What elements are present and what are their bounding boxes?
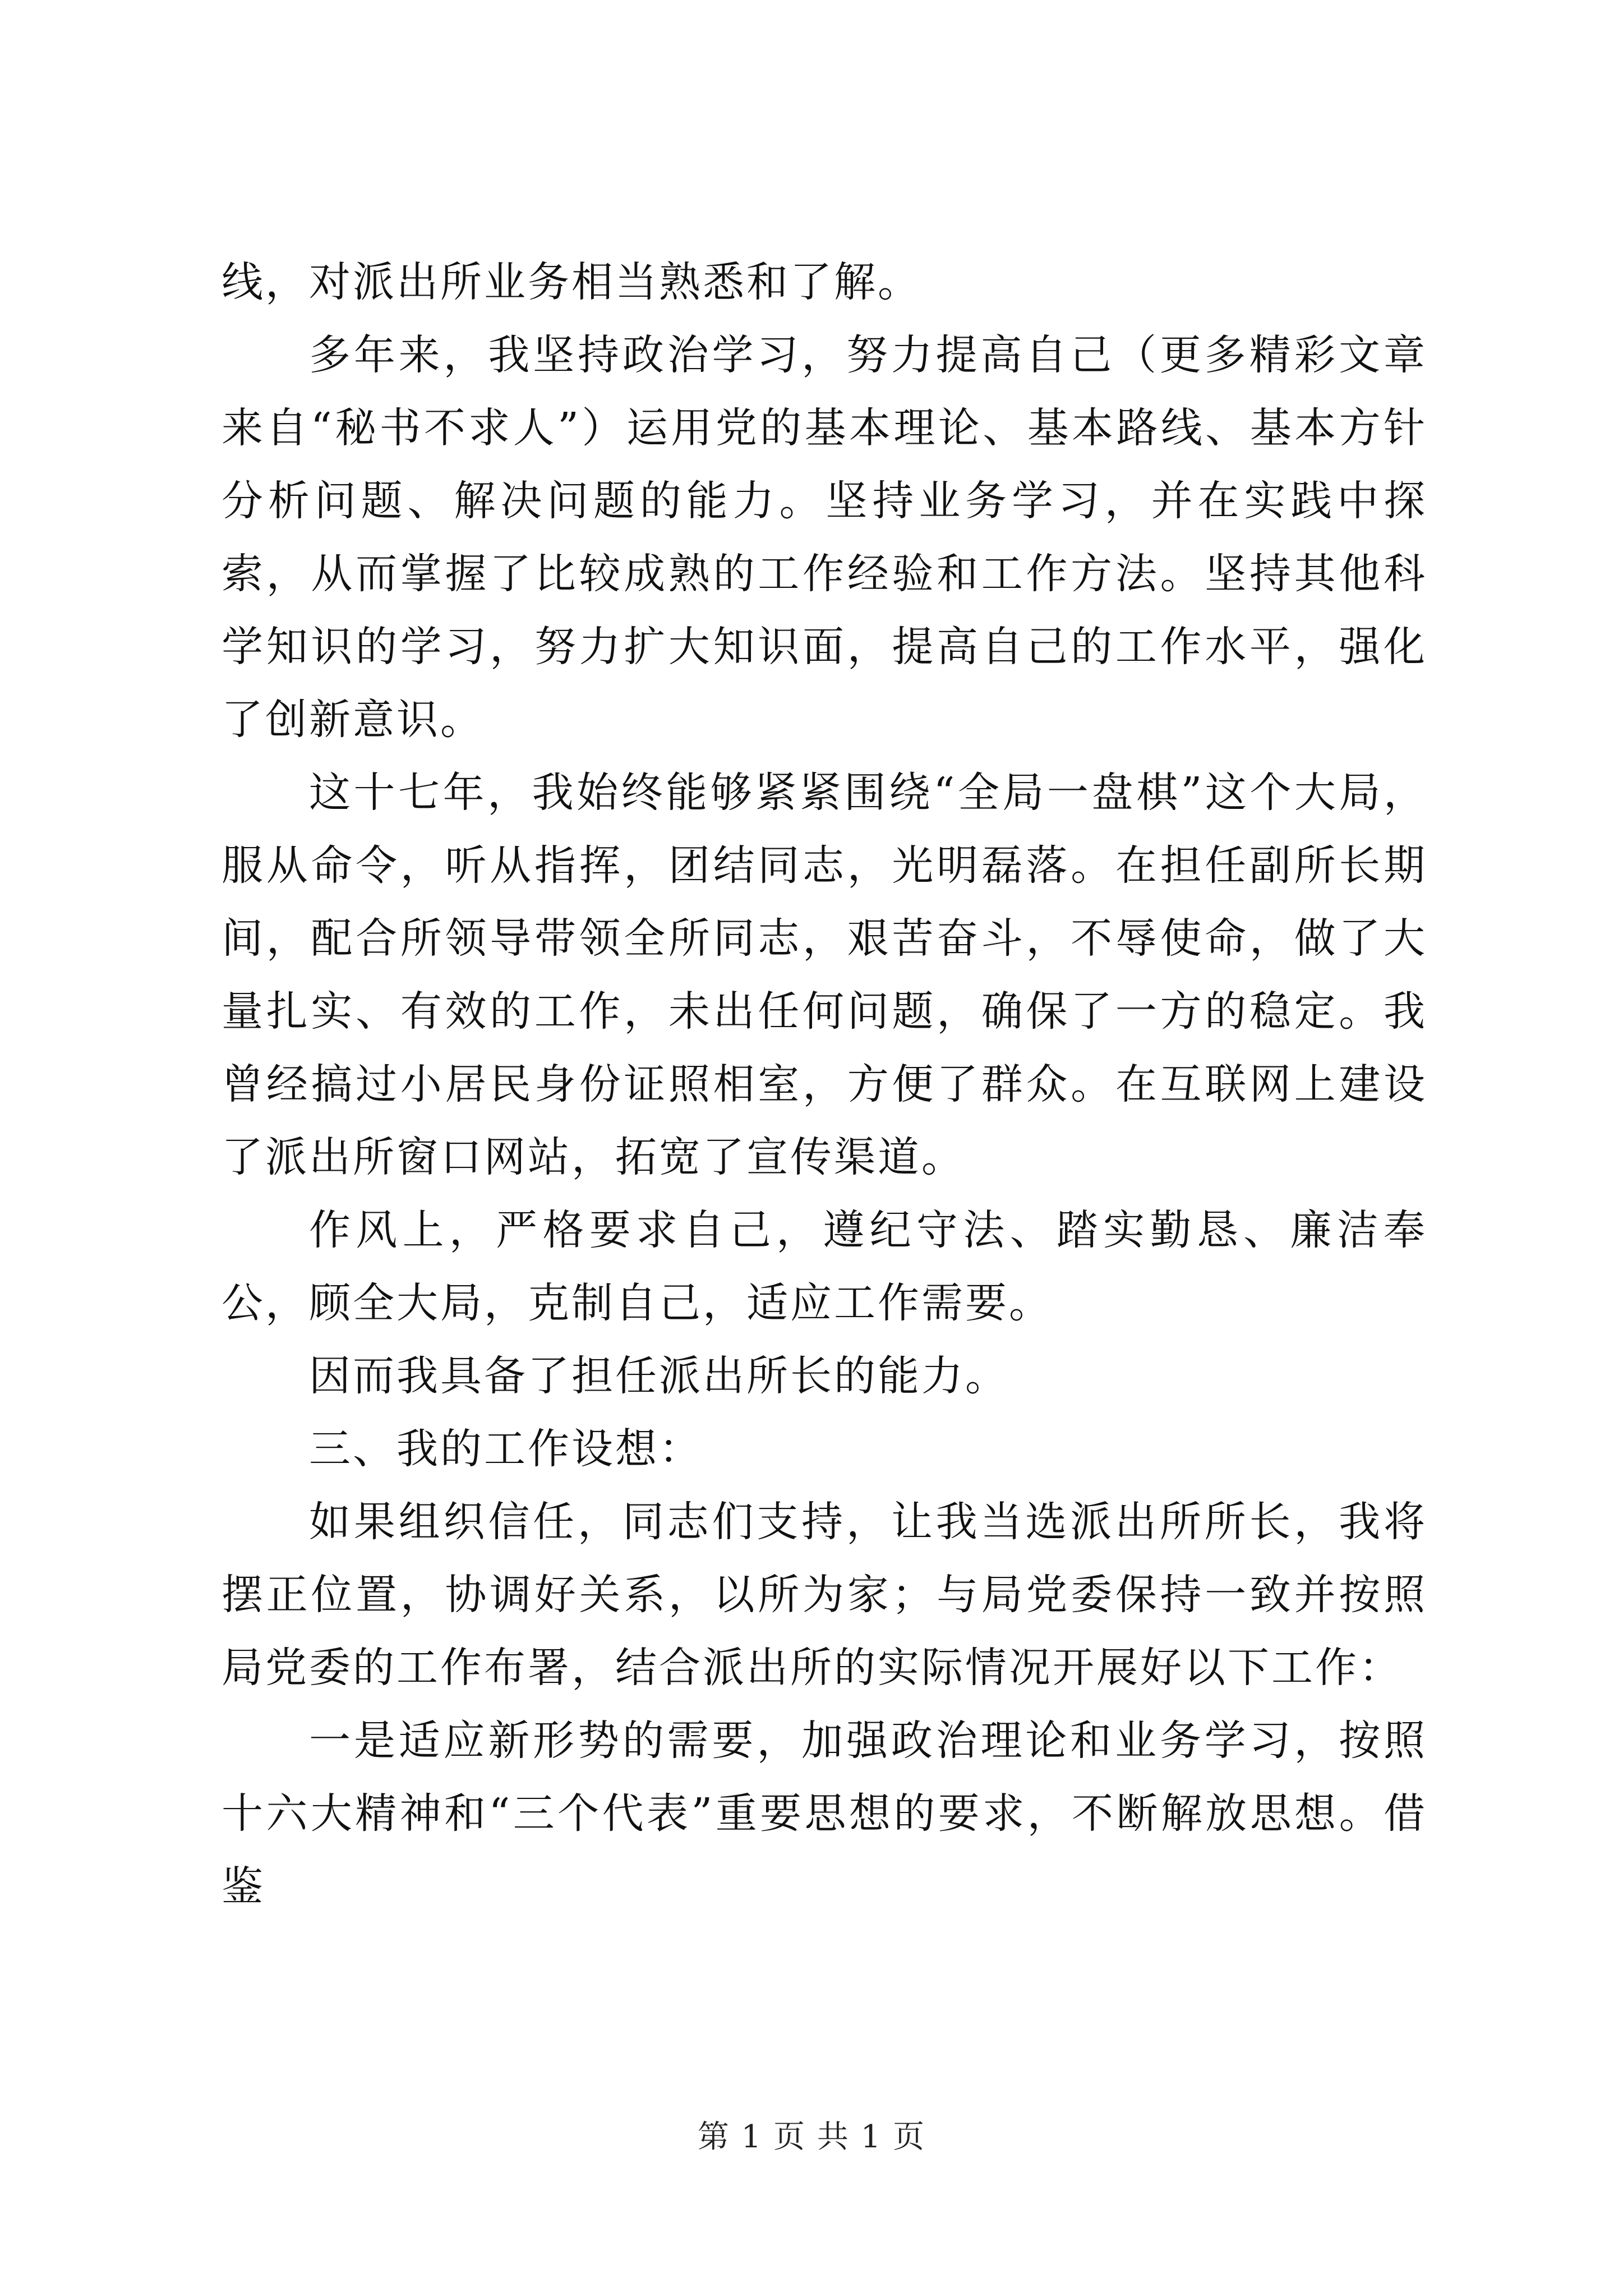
paragraph-work-style: 作风上，严格要求自己，遵纪守法、踏实勤恳、廉洁奉公，顾全大局，克制自己，适应工作需要。 <box>222 1206 1427 1327</box>
section-heading-work-plan: 三、我的工作设想： <box>309 1425 703 1473</box>
paragraph-first-point: 一是适应新形势的需要，加强政治理论和业务学习，按照十六大精神和“三个代表”重要思想的要求，不断解放思想。借鉴 <box>222 1717 1427 1911</box>
paragraph-continuation: 线，对派出所业务相当熟悉和了解。 <box>222 258 921 306</box>
document-body <box>222 246 1427 1923</box>
paragraph-seventeen-years: 这十七年，我始终能够紧紧围绕“全局一盘棋”这个大局，服从命令，听从指挥，团结同志，光明磊落。在担任副所长期间，配合所领导带领全所同志，艰苦奋斗，不辱使命，做了大量扎实、有效的工作，未出任何问题，确保了一方的稳定。我曾经搞过小居民身份证照相室，方便了群众。在互联网上建设了派出所窗口网站，拓宽了宣传渠道。 <box>222 769 1427 1181</box>
page-footer: 第 1 页 共 1 页 <box>697 2119 926 2155</box>
paragraph-if-elected: 如果组织信任，同志们支持，让我当选派出所所长，我将摆正位置，协调好关系，以所为家；与局党委保持一致并按照局党委的工作布署，结合派出所的实际情况开展好以下工作： <box>222 1498 1427 1692</box>
paragraph-ability: 因而我具备了担任派出所长的能力。 <box>309 1352 1009 1400</box>
paragraph-study: 多年来，我坚持政治学习，努力提高自己（更多精彩文章来自“秘书不求人”）运用党的基本理论、基本路线、基本方针分析问题、解决问题的能力。坚持业务学习，并在实践中探索，从而掌握了比较成熟的工作经验和工作方法。坚持其他科学知识的学习，努力扩大知识面，提高自己的工作水平，强化了创新意识。 <box>222 331 1427 744</box>
